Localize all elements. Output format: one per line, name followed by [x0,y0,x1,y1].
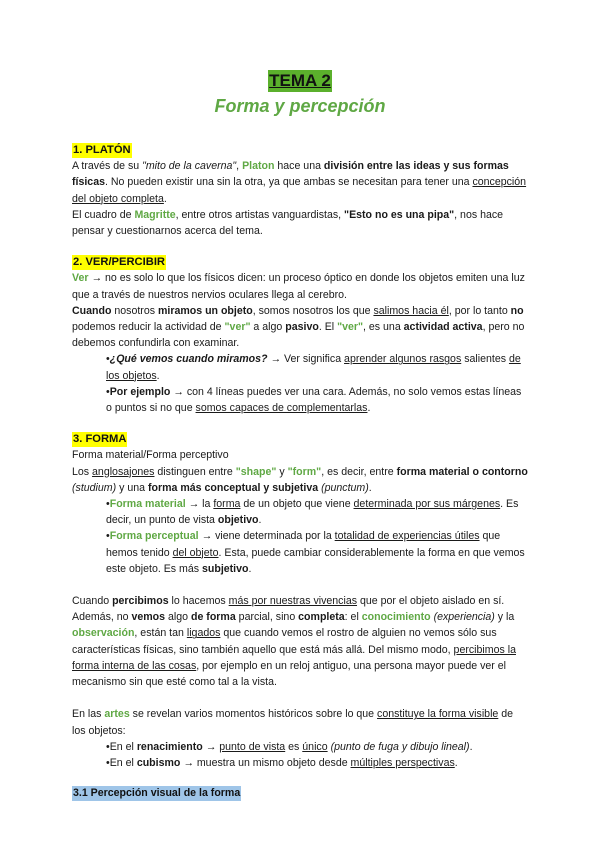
forma-paragraph-3: En las artes se revelan varios momentos históricos sobre lo que constituye la forma visible de los objetos: [72,708,514,737]
section-heading-forma: 3. FORMA [73,433,127,446]
section-forma [72,431,528,801]
ver-paragraph-1: Ver → no es solo lo que los físicos dicen: un proceso óptico en donde los objetos emiten una luz que a través de nuestros nervios oculares llega al cerebro. [72,272,525,301]
document-page [72,70,528,801]
subsection-heading-3-1: 3.1 Percepción visual de la forma [73,787,241,800]
forma-paragraph-2: Cuando percibimos lo hacemos más por nuestras vivencias que por el objeto aislado en sí. Además, no vemos algo de forma parcial, sino completa: el conocimiento (experiencia) y la observación, están tan ligados que cuando vemos el rostro de alguien no vemos sólo sus características físicas, sino también aquello que está más allá. Del mismo modo, percibimos la forma interna de las cosas, por ejemplo en un reloj antiguo, una persona mayor puede ver el mecanismo sin que esté como tal a la vista. [72,595,516,689]
title-block [72,70,528,118]
ver-paragraph-2: Cuando nosotros miramos un objeto, somos nosotros los que salimos hacia él, por lo tanto no podemos reducir la actividad de "ver" a algo pasivo. El "ver", es una actividad activa, pero no debemos confundirla con examinar. [72,304,525,350]
page-title: TEMA 2 [269,71,331,90]
forma-bullet-material: •Forma material → la forma de un objeto que viene determinada por sus márgenes. Es decir, un punto de vista objetivo. [106,498,519,527]
section-ver-percibir [72,254,528,416]
ver-bullet-1: •¿Qué vemos cuando miramos? → Ver significa aprender algunos rasgos salientes de los objetos. [106,353,521,382]
platon-paragraph-1: A través de su "mito de la caverna", Platon hace una división entre las ideas y sus formas físicas. No pueden existir una sin la otra, ya que ambas se necesitan para tener una concepción del objeto completa. [72,160,527,205]
platon-paragraph-2: El cuadro de Magritte, entre otros artistas vanguardistas, "Esto no es una pipa", nos hace pensar y cuestionarnos acerca del tema. [72,208,504,238]
section-heading-platon: 1. PLATÓN [73,144,131,156]
page-subtitle: Forma y percepción [214,96,386,116]
forma-bullet-cubismo: •En el cubismo → muestra un mismo objeto desde múltiples perspectivas. [106,756,458,769]
ver-bullet-2: •Por ejemplo → con 4 líneas puedes ver una cara. Además, no solo vemos estas líneas o puntos si no que somos capaces de complementarlas. [106,385,522,415]
section-platon [72,142,528,239]
forma-bullet-perceptual: •Forma perceptual → viene determinada por la totalidad de experiencias útiles que hemos tenido del objeto. Esta, puede cambiar considerablemente la forma en que vemos este objeto. Es más subjetivo. [106,530,525,575]
forma-paragraph-1: Los anglosajones distinguen entre "shape" y "form", es decir, entre forma material o contorno (studium) y una forma más conceptual y subjetiva (punctum). [72,465,528,494]
forma-bullet-renacimiento: •En el renacimiento → punto de vista es único (punto de fuga y dibujo lineal). [106,740,473,753]
section-heading-ver-percibir: 2. VER/PERCIBIR [73,256,166,269]
forma-subheading: Forma material/Forma perceptivo [72,449,229,462]
subsection-percepcion-visual [72,785,528,801]
